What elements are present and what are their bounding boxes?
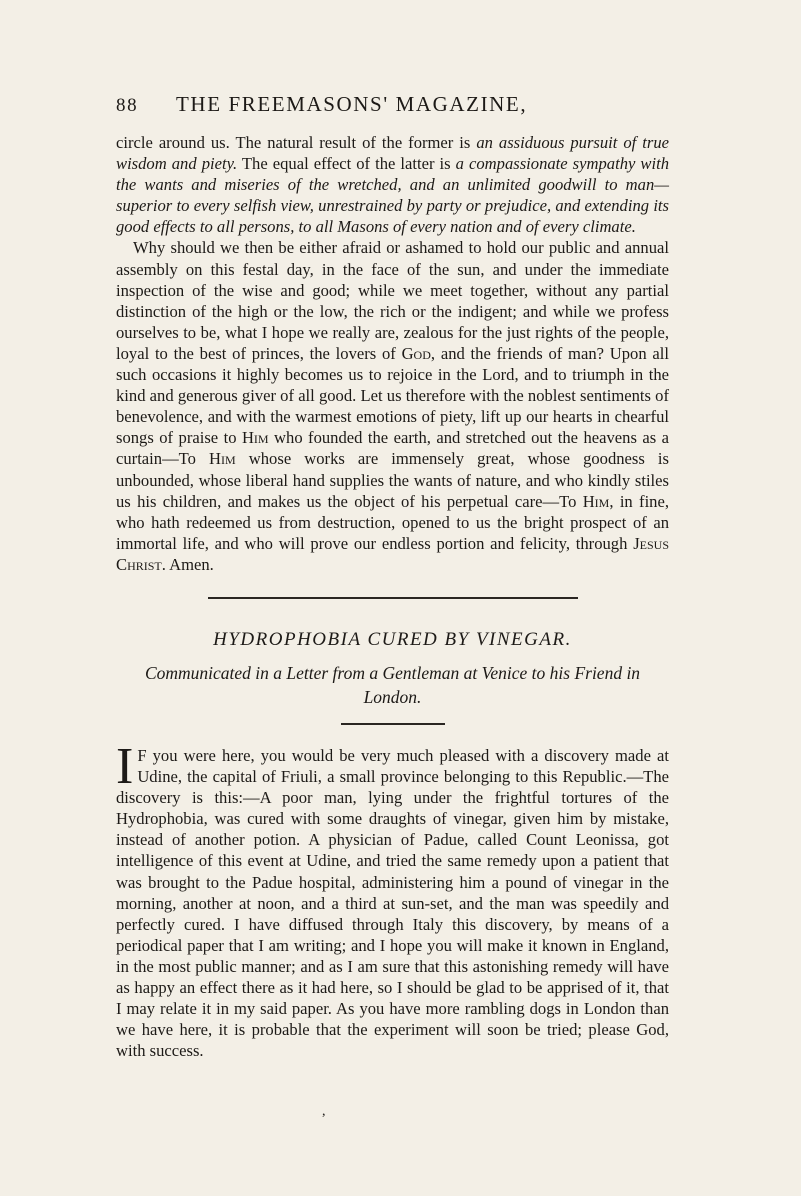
text-run: Why should we then be either afraid or ashamed to hold our public and annual assembly on this festal day, in the face of the sun, and under the immediate inspection of the wise and good; while we meet together, without any partial distinction of the high or the low, the rich or the indigent; and while we profess ourselves to be, what I hope we really are, zealous for the just rights of the people, loyal to the best of princes, the lovers of (116, 238, 669, 363)
page-number: 88 (116, 95, 139, 116)
text-run: F you were here, you would be very much pleased with a discovery made at Udine, the capital of Friuli, a small province belonging to this Republic.—The discovery is this:—A poor man, lying under the frightful tortures of the Hydrophobia, was cured with some draughts of vinegar, given him by mistake, instead of another potion. A physician of Padue, called Count Leonissa, got intelligence of this event at Udine, and tried the same remedy upon a patient that was brought to the Padue hospital, administering him a pound of vinegar in the morning, another at noon, and a third at sun-set, and the man was speedily and perfectly cured. I have diffused through Italy this discovery, by means of a periodical paper that I am writing; and I hope you will make it known in England, in the most public manner; and as I am sure that this astonishing remedy will have as happy an effect there as it had here, so I should be glad to be apprised of it, that I may relate it in my said paper. As you have more rambling dogs in London than we have here, it is probable that the experiment will soon be tried; please God, with success. (116, 745, 669, 1061)
text-run: , and the friends of man? Upon all such occasions it highly becomes us to rejoice in the Lord, and to triumph in the kind and generous giver of all good. Let us therefore with the noblest sentiments of benevolence, and with the warmest emotions of piety, lift up our hearts in chearful songs of praise to (116, 343, 669, 448)
small-caps-run: Him (582, 491, 610, 511)
magazine-title: THE FREEMASONS' MAGAZINE, (176, 92, 528, 116)
title-rule (341, 723, 445, 725)
text-run: , in fine, who hath redeemed us from destruction, opened to us the bright prospect of an immortal life, and who will prove our endless portion and felicity, through (116, 491, 669, 553)
drop-cap: I (116, 737, 134, 795)
page-mark: , (322, 1104, 326, 1119)
text-run: The equal effect of the latter is (237, 154, 456, 174)
text-run: whose works are immensely great, whose goodness is unbounded, whose liberal hand supplies the wants of nature, and who kindly stiles us his children, and makes us the object of his perpetual care—To (116, 449, 669, 511)
italic-run: an assiduous pursuit of true wisdom and piety. (116, 133, 669, 174)
text-run: who founded the earth, and stretched out the heavens as a curtain—To (116, 428, 669, 469)
text-run: circle around us. The natural result of the former is (116, 133, 477, 152)
sermon-paragraph-2 (116, 237, 669, 575)
small-caps-run: God (401, 343, 431, 363)
small-caps-run: Him (209, 449, 236, 469)
running-head (116, 92, 669, 132)
sermon-paragraph-1 (116, 132, 669, 237)
article-body (116, 737, 669, 1061)
article-subtitle: Communicated in a Letter from a Gentleman at Venice to his Friend in London. (144, 662, 641, 707)
text-run: . Amen. (161, 554, 214, 574)
small-caps-run: Him (241, 428, 269, 448)
section-divider (208, 597, 578, 599)
article-title: HYDROPHOBIA CURED BY VINEGAR. (213, 628, 572, 650)
italic-run: a compassionate sympathy with the wants and miseries of the wretched, and an unlimited goodwill to man—superior to every selfish view, unrestrained by party or prejudice, and extending its good effects to all persons, to all Masons of every nation and of every climate. (116, 154, 669, 237)
small-caps-run: Jesus Christ (116, 533, 669, 574)
